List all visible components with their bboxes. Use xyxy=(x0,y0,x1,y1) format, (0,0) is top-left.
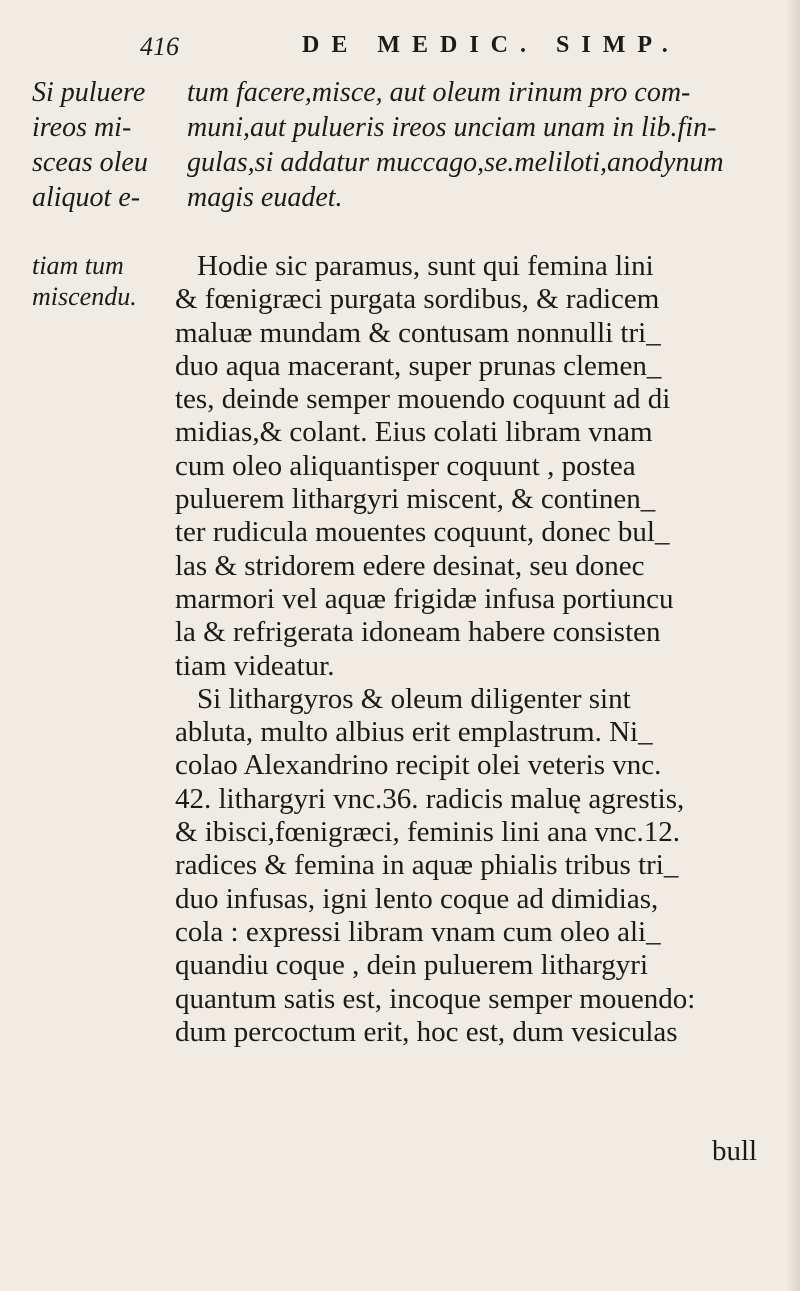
text-line: Hodie sic paramus, sunt qui femina lini xyxy=(197,250,654,282)
margin-note-fragment: Si puluere xyxy=(32,77,146,108)
text-line: marmori vel aquæ frigidæ infusa portiuncu xyxy=(175,582,674,615)
margin-note xyxy=(32,250,172,312)
text-line: las & stridorem edere desinat, seu donec xyxy=(175,549,645,582)
text-line: & fœnigræci purgata sordibus, & radicem xyxy=(175,283,660,316)
italic-text: magis euadet. xyxy=(187,182,343,213)
margin-note-fragment: sceas oleu xyxy=(32,147,148,178)
text-line: la & refrigerata idoneam habere consisten xyxy=(175,616,661,649)
text-line: quantum satis est, incoque semper mouendo: xyxy=(175,982,696,1015)
main-text xyxy=(175,250,785,1049)
italic-passage xyxy=(32,75,772,215)
italic-line xyxy=(32,145,772,180)
margin-note-line: tiam tum xyxy=(32,251,124,280)
text-line: duo aqua macerant, super prunas clemen_ xyxy=(175,349,662,382)
text-line: & ibisci,fœnigræci, feminis lini ana vnc.12. xyxy=(175,816,680,849)
italic-text: muni,aut pulueris ireos unciam unam in lib.fin- xyxy=(187,112,717,143)
page-number: 416 xyxy=(140,32,179,61)
italic-text: tum facere,misce, aut oleum irinum pro com- xyxy=(187,77,691,108)
margin-note-line: miscendu. xyxy=(32,282,137,311)
text-line: ter rudicula mouentes coquunt, donec bul_ xyxy=(175,516,670,549)
margin-note-fragment: aliquot e- xyxy=(32,182,141,213)
text-line: cum oleo aliquantisper coquunt , postea xyxy=(175,449,636,482)
text-line: colao Alexandrino recipit olei veteris vnc. xyxy=(175,749,662,782)
text-line: cola : expressi libram vnam cum oleo ali_ xyxy=(175,915,661,948)
text-line: quandiu coque , dein puluerem lithargyri xyxy=(175,949,649,982)
italic-text: gulas,si addatur muccago,se.meliloti,anodynum xyxy=(187,147,724,178)
text-line: tes, deinde semper mouendo coquunt ad di xyxy=(175,383,671,416)
italic-line xyxy=(32,75,772,110)
running-head xyxy=(0,28,800,68)
text-line: duo infusas, igni lento coque ad dimidias, xyxy=(175,882,659,915)
page-edge-shadow xyxy=(786,0,800,1291)
text-line: Si lithargyros & oleum diligenter sint xyxy=(197,682,631,715)
catchword: bull xyxy=(712,1135,758,1167)
text-line: midias,& colant. Eius colati libram vnam xyxy=(175,416,653,449)
italic-line xyxy=(32,180,772,215)
text-line: maluæ mundam & contusam nonnulli tri_ xyxy=(175,316,661,349)
text-line: puluerem lithargyri miscent, & continen_ xyxy=(175,483,656,516)
margin-note-fragment: ireos mi- xyxy=(32,112,132,143)
running-head-title: DE MEDIC. SIMP. xyxy=(302,32,680,58)
text-line: tiam videatur. xyxy=(175,649,335,682)
text-line: abluta, multo albius erit emplastrum. Ni_ xyxy=(175,716,653,749)
text-line: 42. lithargyri vnc.36. radicis maluę agrestis, xyxy=(175,782,685,815)
text-line: dum percoctum erit, hoc est, dum vesiculas xyxy=(175,1015,678,1048)
italic-line xyxy=(32,110,772,145)
text-line: radices & femina in aquæ phialis tribus tri_ xyxy=(175,849,679,882)
